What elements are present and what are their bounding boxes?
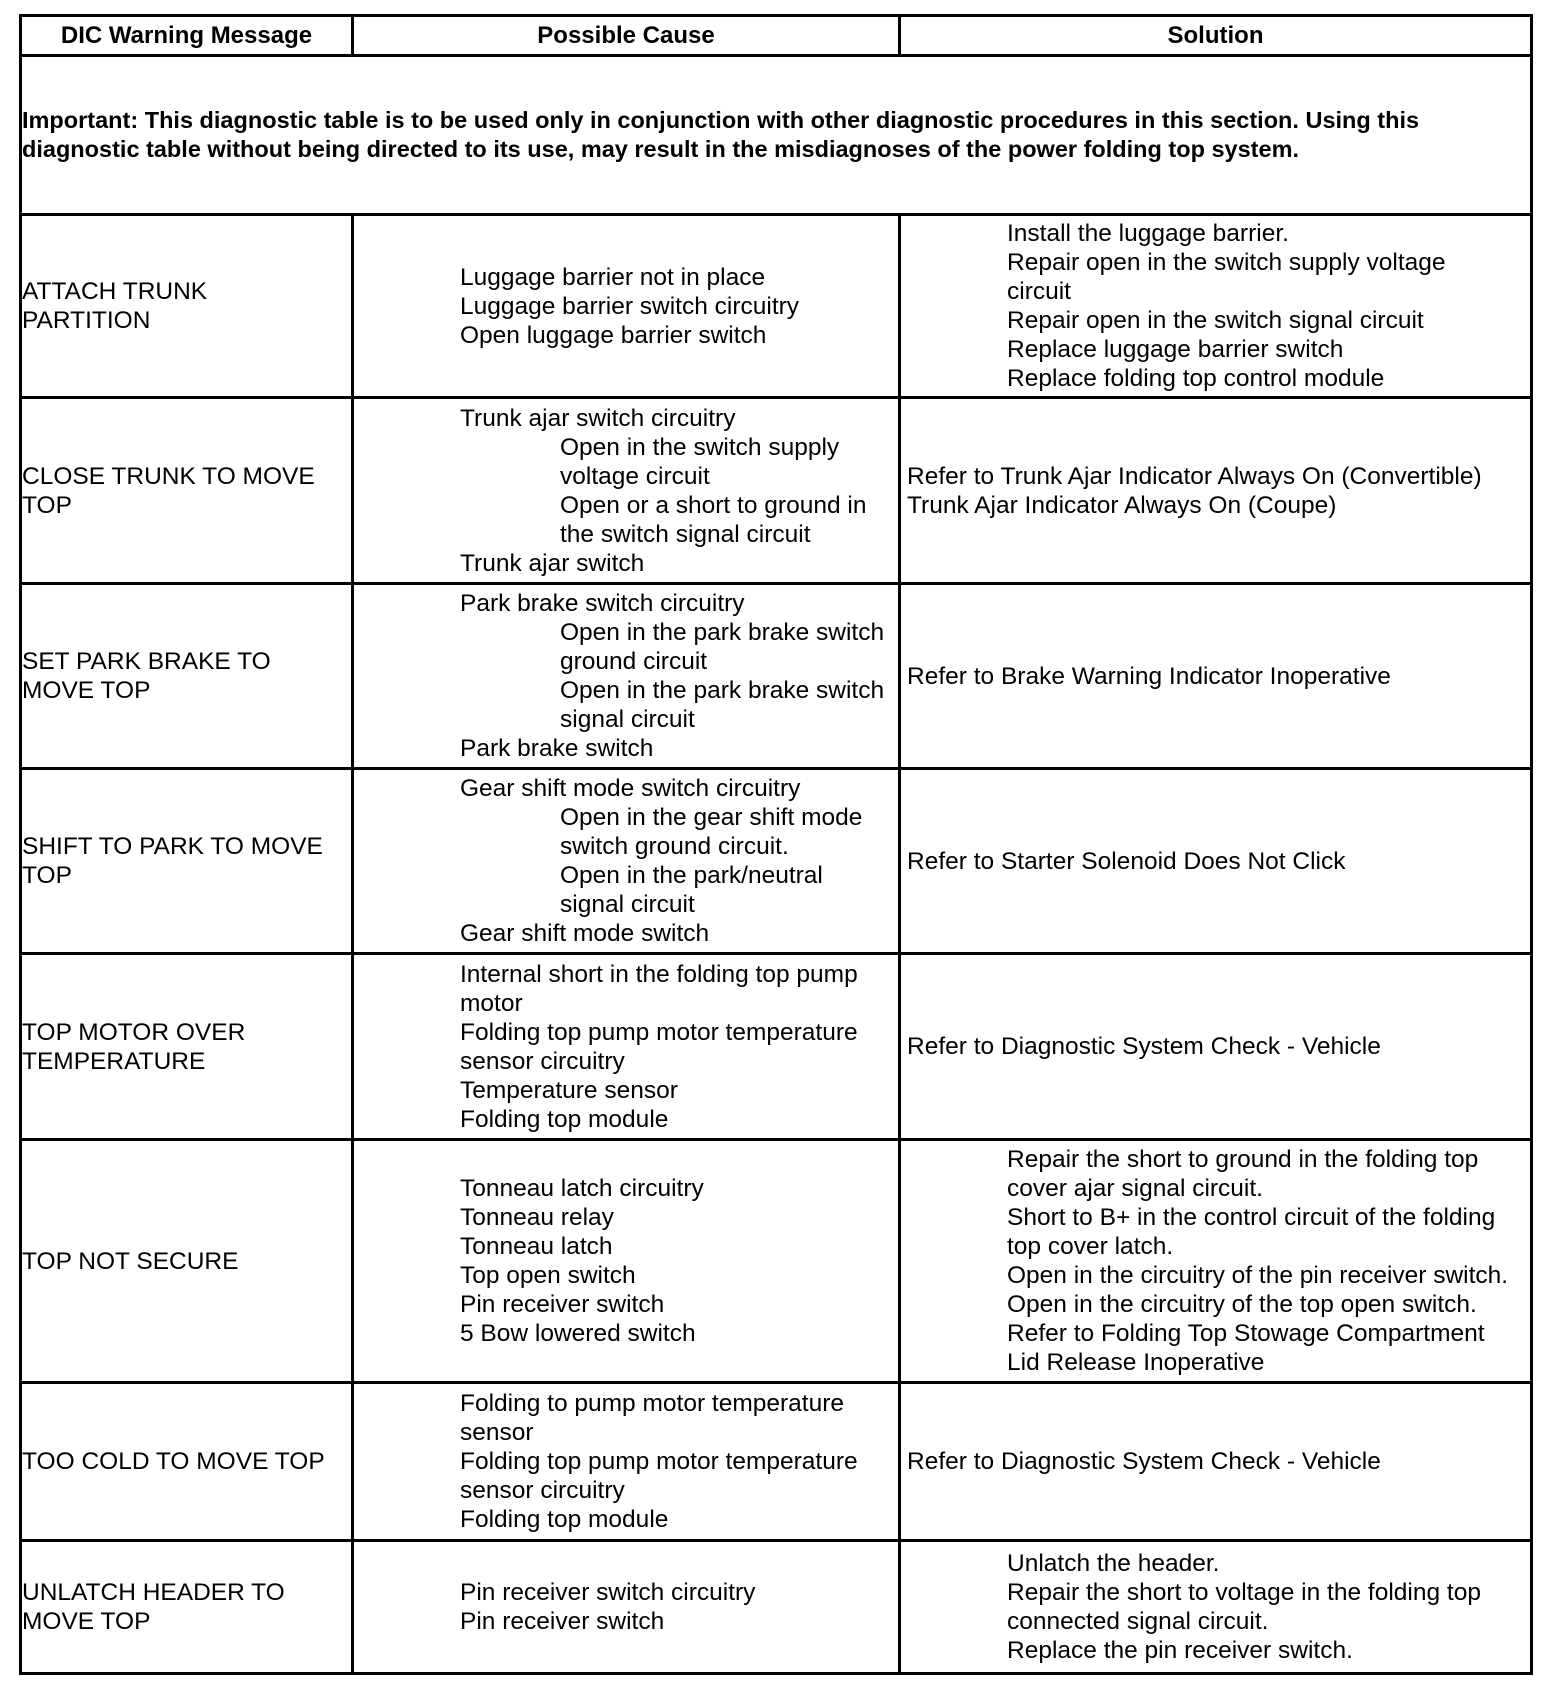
cause-line: Folding top pump motor temperature — [460, 1448, 858, 1475]
warning-message-line: TOP — [22, 491, 72, 519]
cause-line: Gear shift mode switch circuitry — [460, 775, 801, 802]
header-possible-cause: Possible Cause — [353, 16, 900, 56]
warning-message-cell — [21, 1541, 353, 1674]
header-solution: Solution — [900, 16, 1532, 56]
possible-cause-cell — [353, 1140, 900, 1383]
warning-message-cell — [21, 1140, 353, 1383]
cause-subline: switch ground circuit. — [560, 833, 789, 860]
solution-line: Open in the circuitry of the pin receiver switch. — [1007, 1262, 1509, 1289]
warning-message-line: CLOSE TRUNK TO MOVE — [22, 462, 315, 490]
cause-line: Pin receiver switch — [460, 1608, 665, 1635]
cause-line: Trunk ajar switch — [460, 549, 645, 577]
dic-warning-table — [19, 14, 1533, 1675]
cause-line: Tonneau relay — [460, 1204, 614, 1231]
warning-message-cell — [21, 398, 353, 584]
warning-message-cell — [21, 215, 353, 398]
warning-message-line: TOO COLD TO MOVE TOP — [22, 1448, 325, 1475]
possible-cause-cell — [353, 1541, 900, 1674]
solution-line: Refer to Folding Top Stowage Compartment — [1007, 1320, 1485, 1347]
cause-line: Internal short in the folding top pump — [460, 960, 858, 988]
cause-line: Luggage barrier not in place — [460, 263, 766, 291]
table-row — [21, 215, 1532, 398]
solution-line: Repair open in the switch signal circuit — [1007, 307, 1424, 334]
cause-line: Trunk ajar switch circuitry — [460, 404, 736, 432]
solution-line: Repair the short to voltage in the folding top — [1007, 1579, 1481, 1606]
cause-line: Tonneau latch circuitry — [460, 1175, 704, 1202]
solution-cell — [900, 1383, 1532, 1541]
cause-line: Top open switch — [460, 1262, 636, 1289]
warning-message-cell — [21, 1383, 353, 1541]
solution-cell — [900, 1541, 1532, 1674]
note-line: Important: This diagnostic table is to be used only in conjunction with other diagnostic procedures in this section. Using this — [22, 107, 1420, 133]
warning-message-cell — [21, 769, 353, 954]
cause-line: Pin receiver switch circuitry — [460, 1579, 756, 1606]
solution-line: Refer to Brake Warning Indicator Inoperative — [907, 662, 1391, 690]
solution-cell — [900, 1140, 1532, 1383]
cause-line: sensor — [460, 1419, 534, 1446]
cause-line: Folding top module — [460, 1105, 669, 1133]
table-row — [21, 398, 1532, 584]
warning-message-line: TEMPERATURE — [22, 1047, 206, 1075]
cause-line: sensor circuitry — [460, 1047, 625, 1075]
solution-line: connected signal circuit. — [1007, 1608, 1269, 1635]
possible-cause-cell — [353, 1383, 900, 1541]
possible-cause-cell — [353, 769, 900, 954]
solution-line: Open in the circuitry of the top open switch. — [1007, 1291, 1477, 1318]
cause-subline: signal circuit — [560, 891, 695, 918]
cause-subline: Open in the park/neutral — [560, 862, 823, 889]
warning-message-cell — [21, 954, 353, 1140]
possible-cause-cell — [353, 954, 900, 1140]
possible-cause-cell — [353, 584, 900, 769]
warning-message-line: UNLATCH HEADER TO — [22, 1579, 285, 1606]
cause-line: Folding to pump motor temperature — [460, 1390, 845, 1417]
solution-cell — [900, 398, 1532, 584]
cause-line: motor — [460, 989, 523, 1017]
solution-cell — [900, 215, 1532, 398]
solution-line: Repair the short to ground in the folding top — [1007, 1146, 1479, 1173]
header-dic-warning-message: DIC Warning Message — [21, 16, 353, 56]
solution-line: Repair open in the switch supply voltage — [1007, 249, 1446, 276]
cause-line: Gear shift mode switch — [460, 920, 710, 947]
cause-line: Tonneau latch — [460, 1233, 613, 1260]
warning-message-line: PARTITION — [22, 307, 151, 334]
warning-message-cell — [21, 584, 353, 769]
cause-subline: Open in the switch supply — [560, 433, 840, 461]
cause-subline: Open in the park brake switch — [560, 677, 885, 704]
cause-line: Folding top pump motor temperature — [460, 1018, 858, 1046]
table-row — [21, 1383, 1532, 1541]
warning-message-line: MOVE TOP — [22, 677, 151, 704]
solution-line: circuit — [1007, 278, 1071, 305]
solution-line: Refer to Starter Solenoid Does Not Click — [907, 847, 1346, 875]
solution-line: Short to B+ in the control circuit of the folding — [1007, 1204, 1496, 1231]
cause-line: Temperature sensor — [460, 1076, 678, 1104]
table-row — [21, 769, 1532, 954]
solution-line: Refer to Trunk Ajar Indicator Always On (Convertible) — [907, 462, 1482, 490]
solution-line: Refer to Diagnostic System Check - Vehicle — [907, 1448, 1381, 1475]
cause-line: Park brake switch circuitry — [460, 590, 745, 617]
warning-message-line: TOP MOTOR OVER — [22, 1018, 246, 1046]
table-row — [21, 1140, 1532, 1383]
cause-subline: signal circuit — [560, 706, 695, 733]
solution-line: Lid Release Inoperative — [1007, 1349, 1265, 1376]
note-row — [21, 56, 1532, 215]
cause-line: 5 Bow lowered switch — [460, 1320, 696, 1347]
warning-message-line: TOP NOT SECURE — [22, 1247, 239, 1275]
note-line: diagnostic table without being directed to its use, may result in the misdiagnoses of the power folding top system. — [22, 136, 1299, 162]
solution-line: cover ajar signal circuit. — [1007, 1175, 1263, 1202]
warning-message-line: TOP — [22, 862, 72, 889]
cause-subline: Open or a short to ground in — [560, 491, 867, 519]
cause-subline: ground circuit — [560, 648, 708, 675]
solution-line: Trunk Ajar Indicator Always On (Coupe) — [907, 491, 1337, 519]
warning-message-line: ATTACH TRUNK — [22, 278, 208, 305]
table-row — [21, 954, 1532, 1140]
warning-message-line: SET PARK BRAKE TO — [22, 648, 271, 675]
solution-line: Refer to Diagnostic System Check - Vehicle — [907, 1033, 1381, 1060]
cause-line: Pin receiver switch — [460, 1291, 665, 1318]
cause-line: sensor circuitry — [460, 1477, 625, 1504]
solution-cell — [900, 584, 1532, 769]
table-row — [21, 584, 1532, 769]
solution-line: Unlatch the header. — [1007, 1550, 1220, 1577]
solution-line: Install the luggage barrier. — [1007, 220, 1289, 247]
possible-cause-cell — [353, 398, 900, 584]
table-row — [21, 1541, 1532, 1674]
cause-line: Folding top module — [460, 1506, 669, 1533]
solution-cell — [900, 954, 1532, 1140]
solution-line: top cover latch. — [1007, 1233, 1174, 1260]
cause-subline: Open in the park brake switch — [560, 619, 885, 646]
cause-subline: voltage circuit — [560, 462, 710, 490]
warning-message-line: MOVE TOP — [22, 1608, 151, 1635]
solution-line: Replace folding top control module — [1007, 365, 1385, 392]
possible-cause-cell — [353, 215, 900, 398]
cause-line: Open luggage barrier switch — [460, 321, 767, 349]
important-note — [21, 56, 1532, 215]
cause-line: Park brake switch — [460, 735, 654, 762]
cause-subline: the switch signal circuit — [560, 520, 811, 548]
cause-line: Luggage barrier switch circuitry — [460, 292, 800, 320]
solution-cell — [900, 769, 1532, 954]
cause-subline: Open in the gear shift mode — [560, 804, 863, 831]
solution-line: Replace luggage barrier switch — [1007, 336, 1344, 363]
warning-message-line: SHIFT TO PARK TO MOVE — [22, 833, 323, 860]
solution-line: Replace the pin receiver switch. — [1007, 1637, 1353, 1664]
header-row — [21, 16, 1532, 56]
